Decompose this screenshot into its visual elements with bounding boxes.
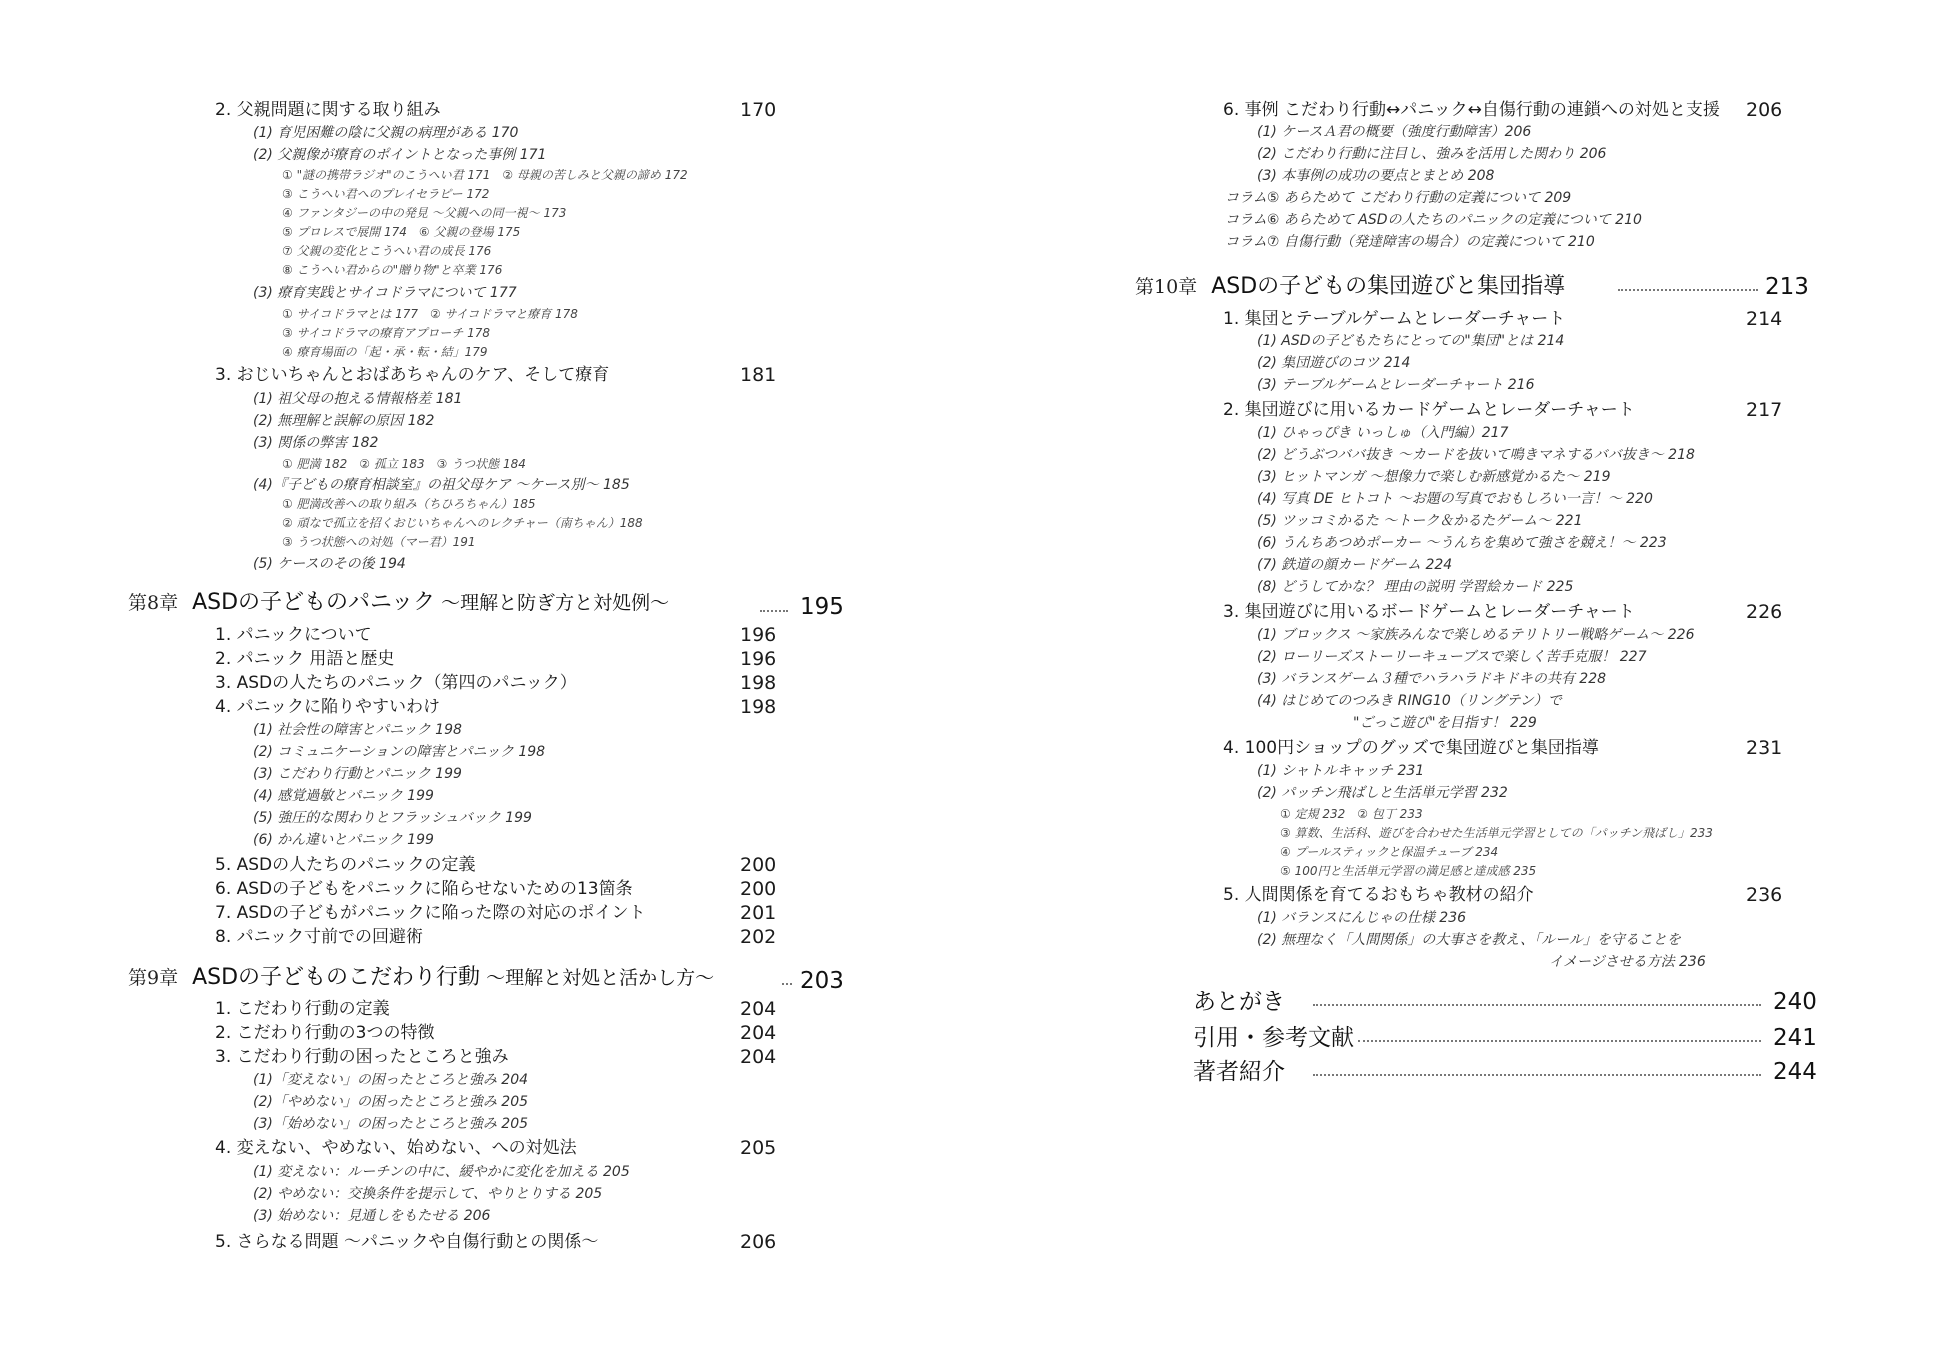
back-matter-title[interactable]: 著者紹介	[1193, 1059, 1285, 1085]
toc-page-number: 206	[740, 1231, 777, 1253]
toc-section[interactable]: 5. ASDの人たちのパニックの定義	[215, 855, 476, 875]
toc-section[interactable]: 6. ASDの子どもをパニックに陥らせないための13箇条	[215, 879, 633, 899]
leader-dots	[760, 610, 788, 612]
toc-page-number: 200	[740, 854, 777, 876]
toc-page-number: 202	[740, 926, 777, 948]
toc-page-number: 181	[740, 364, 777, 386]
chapter-title: ASDの子どもの集団遊びと集団指導	[1211, 274, 1566, 299]
toc-subsection[interactable]: (1)「変えない」の困ったところと強み 204	[253, 1072, 529, 1088]
toc-subsection[interactable]: (1) ブロックス ～家族みんなで楽しめるテリトリー戦略ゲーム～ 226	[1257, 627, 1695, 643]
toc-subsection[interactable]: (4)『子どもの療育相談室』の祖父母ケア ～ケース別～ 185	[253, 477, 630, 493]
toc-page-number: 200	[740, 878, 777, 900]
toc-subsection[interactable]: (3) バランスゲーム３種でハラハラドキドキの共有 228	[1257, 671, 1607, 687]
toc-column[interactable]: コラム⑤ あらためて こだわり行動の定義について 209	[1225, 190, 1572, 206]
toc-subsection[interactable]: (1) 社会性の障害とパニック 198	[253, 722, 462, 738]
toc-item[interactable]: ① "謎の携帯ラジオ"のこうへい君 171 ② 母親の苦しみと父親の諦め 172	[282, 168, 688, 182]
toc-page-number: 196	[740, 648, 777, 670]
toc-page-number: 204	[740, 998, 777, 1020]
toc-page-number: 231	[1746, 737, 1783, 759]
toc-page-number: 214	[1746, 308, 1783, 330]
toc-subsection-cont[interactable]: "ごっこ遊び"を目指す！ 229	[1353, 715, 1537, 731]
toc-section[interactable]: 6. 事例 こだわり行動↔パニック↔自傷行動の連鎖への対処と支援	[1223, 100, 1720, 120]
toc-subsection[interactable]: (2) やめない：交換条件を提示して、やりとりする 205	[253, 1186, 603, 1202]
toc-item[interactable]: ① サイコドラマとは 177 ② サイコドラマと療育 178	[282, 307, 578, 321]
toc-page-number: 206	[1746, 99, 1783, 121]
toc-section[interactable]: 1. こだわり行動の定義	[215, 999, 390, 1019]
toc-subsection[interactable]: (2) 無理解と誤解の原因 182	[253, 413, 435, 429]
chapter-page-number: 213	[1765, 274, 1809, 300]
toc-page-number: 198	[740, 696, 777, 718]
toc-item[interactable]: ④ プールスティックと保温チューブ 234	[1280, 845, 1499, 859]
toc-subsection[interactable]: (1) 育児困難の陰に父親の病理がある 170	[253, 125, 519, 141]
toc-page-number: 226	[1746, 601, 1783, 623]
toc-section[interactable]: 7. ASDの子どもがパニックに陥った際の対応のポイント	[215, 903, 646, 923]
toc-subsection[interactable]: (3) 始めない：見通しをもたせる 206	[253, 1208, 491, 1224]
toc-subsection[interactable]: (3) テーブルゲームとレーダーチャート 216	[1257, 377, 1535, 393]
toc-page-number: 236	[1746, 884, 1783, 906]
toc-subsection[interactable]: (4) 感覚過敏とパニック 199	[253, 788, 434, 804]
toc-subsection[interactable]: (1) ASDの子どもたちにとっての"集団"とは 214	[1257, 333, 1565, 349]
toc-subsection[interactable]: (2) ローリーズストーリーキューブスで楽しく苦手克服！ 227	[1257, 649, 1647, 665]
toc-subsection[interactable]: (2) 無理なく「人間関係」の大事さを教え、「ルール」を守ることを	[1257, 932, 1681, 948]
toc-section[interactable]: 2. 父親問題に関する取り組み	[215, 100, 441, 120]
chapter-number: 第8章	[128, 592, 179, 614]
toc-subsection[interactable]: (6) かん違いとパニック 199	[253, 832, 434, 848]
toc-section[interactable]: 8. パニック寸前での回避術	[215, 927, 423, 947]
toc-section[interactable]: 3. おじいちゃんとおばあちゃんのケア、そして療育	[215, 365, 610, 385]
toc-subsection[interactable]: (1) 変えない：ルーチンの中に、緩やかに変化を加える 205	[253, 1164, 630, 1180]
toc-subsection[interactable]: (2)「やめない」の困ったところと強み 205	[253, 1094, 529, 1110]
toc-item[interactable]: ③ 算数、生活科、遊びを合わせた生活単元学習としての「パッチン飛ばし」233	[1280, 826, 1713, 840]
toc-subsection[interactable]: (3) 本事例の成功の要点とまとめ 208	[1257, 168, 1495, 184]
toc-subsection[interactable]: (2) コミュニケーションの障害とパニック 198	[253, 744, 546, 760]
toc-subsection[interactable]: (1) ひゃっぴき いっしゅ（入門編）217	[1257, 425, 1509, 441]
leader-dots	[1618, 289, 1758, 291]
toc-column[interactable]: コラム⑥ あらためて ASDの人たちのパニックの定義について 210	[1225, 212, 1642, 228]
toc-page-number: 217	[1746, 399, 1783, 421]
toc-subsection[interactable]: (2) こだわり行動に注目し、強みを活用した関わり 206	[1257, 146, 1607, 162]
toc-section[interactable]: 3. こだわり行動の困ったところと強み	[215, 1047, 509, 1067]
toc-subsection[interactable]: (7) 鉄道の顔カードゲーム 224	[1257, 557, 1453, 573]
back-matter-title[interactable]: あとがき	[1193, 989, 1285, 1015]
toc-item[interactable]: ③ サイコドラマの療育アプローチ 178	[282, 326, 490, 340]
toc-item[interactable]: ⑧ こうへい君からの"贈り物"と卒業 176	[282, 263, 503, 277]
toc-subsection[interactable]: (4) はじめてのつみき RING10（リングテン）で	[1257, 693, 1562, 709]
toc-section[interactable]: 1. パニックについて	[215, 625, 372, 645]
toc-subsection[interactable]: (1) ケースＡ君の概要（強度行動障害）206	[1257, 124, 1532, 140]
toc-item[interactable]: ⑦ 父親の変化とこうへい君の成長 176	[282, 244, 492, 258]
toc-column[interactable]: コラム⑦ 自傷行動（発達障害の場合）の定義について 210	[1225, 234, 1595, 250]
toc-subsection[interactable]: (5) ケースのその後 194	[253, 556, 406, 572]
toc-item[interactable]: ⑤ プロレスで展開 174 ⑥ 父親の登場 175	[282, 225, 521, 239]
right-page	[975, 0, 1950, 1348]
chapter-page-number: 195	[800, 594, 844, 620]
toc-section[interactable]: 2. こだわり行動の3つの特徴	[215, 1023, 435, 1043]
toc-subsection[interactable]: (2) パッチン飛ばしと生活単元学習 232	[1257, 785, 1508, 801]
toc-page-number: 204	[740, 1022, 777, 1044]
toc-subsection[interactable]: (3) こだわり行動とパニック 199	[253, 766, 462, 782]
toc-page-number: 204	[740, 1046, 777, 1068]
toc-subsection[interactable]: (1) 祖父母の抱える情報格差 181	[253, 391, 463, 407]
toc-subsection[interactable]: (2) どうぶつババ抜き ～カードを抜いて鳴きマネするババ抜き～ 218	[1257, 447, 1695, 463]
toc-subsection[interactable]: (2) 集団遊びのコツ 214	[1257, 355, 1411, 371]
chapter-subtitle: ～理解と対処と活かし方～	[486, 967, 715, 989]
toc-section[interactable]: 4. 変えない、やめない、始めない、への対処法	[215, 1138, 577, 1158]
toc-item[interactable]: ④ ファンタジーの中の発見 ～父親への同一視～ 173	[282, 206, 567, 220]
toc-section[interactable]: 5. 人間関係を育てるおもちゃ教材の紹介	[1223, 885, 1534, 905]
toc-page-number: 170	[740, 99, 777, 121]
leader-dots	[782, 983, 792, 985]
chapter-title: ASDの子どものパニック	[192, 590, 436, 615]
toc-subsection[interactable]: (4) 写真 DE ヒトコト ～お題の写真でおもしろい一言！～ 220	[1257, 491, 1653, 507]
toc-section[interactable]: 2. 集団遊びに用いるカードゲームとレーダーチャート	[1223, 400, 1635, 420]
toc-subsection[interactable]: (3) ヒットマンガ ～想像力で楽しむ新感覚かるた～ 219	[1257, 469, 1611, 485]
chapter-number: 第9章	[128, 967, 179, 989]
toc-subsection[interactable]: (6) うんちあつめポーカー ～うんちを集めて強さを競え！～ 223	[1257, 535, 1667, 551]
chapter-title: ASDの子どものこだわり行動	[192, 965, 481, 990]
toc-page-number: 196	[740, 624, 777, 646]
toc-section[interactable]: 5. さらなる問題 ～パニックや自傷行動との関係～	[215, 1232, 599, 1252]
back-matter-title[interactable]: 引用・参考文献	[1193, 1025, 1354, 1051]
toc-item[interactable]: ③ うつ状態への対処（マー君）191	[282, 535, 476, 549]
toc-item[interactable]: ② 頑なで孤立を招くおじいちゃんへのレクチャー（南ちゃん）188	[282, 516, 643, 530]
toc-subsection[interactable]: (3)「始めない」の困ったところと強み 205	[253, 1116, 529, 1132]
toc-section[interactable]: 1. 集団とテーブルゲームとレーダーチャート	[1223, 309, 1566, 329]
toc-section[interactable]: 3. 集団遊びに用いるボードゲームとレーダーチャート	[1223, 602, 1635, 622]
leader-dots	[1358, 1040, 1761, 1042]
toc-item[interactable]: ⑤ 100円と生活単元学習の満足感と達成感 235	[1280, 864, 1537, 878]
chapter-subtitle: ～理解と防ぎ方と対処例～	[441, 592, 670, 614]
toc-section[interactable]: 2. パニック 用語と歴史	[215, 649, 395, 669]
chapter-heading[interactable]	[1135, 276, 1565, 298]
toc-section[interactable]: 3. ASDの人たちのパニック（第四のパニック）	[215, 673, 577, 693]
back-matter-page: 241	[1773, 1025, 1817, 1051]
leader-dots	[1313, 1004, 1761, 1006]
toc-subsection[interactable]: (3) 関係の弊害 182	[253, 435, 379, 451]
toc-page-number: 198	[740, 672, 777, 694]
toc-subsection[interactable]: (2) 父親像が療育のポイントとなった事例 171	[253, 147, 547, 163]
toc-section[interactable]: 4. 100円ショップのグッズで集団遊びと集団指導	[1223, 738, 1599, 758]
chapter-number: 第10章	[1135, 276, 1198, 298]
toc-page-number: 201	[740, 902, 777, 924]
chapter-heading[interactable]	[128, 592, 669, 614]
chapter-heading[interactable]	[128, 967, 714, 989]
toc-subsection[interactable]: (5) 強圧的な関わりとフラッシュバック 199	[253, 810, 532, 826]
toc-page-number: 205	[740, 1137, 777, 1159]
toc-item[interactable]: ① 肥満改善への取り組み（ちひろちゃん）185	[282, 497, 536, 511]
toc-item[interactable]: ③ こうへい君へのプレイセラピー 172	[282, 187, 490, 201]
toc-subsection[interactable]: (5) ツッコミかるた ～トーク＆かるたゲーム～ 221	[1257, 513, 1583, 529]
leader-dots	[1313, 1074, 1761, 1076]
back-matter-page: 244	[1773, 1059, 1817, 1085]
chapter-page-number: 203	[800, 968, 844, 994]
toc-subsection[interactable]: (8) どうしてかな？ 理由の説明 学習絵カード 225	[1257, 579, 1574, 595]
toc-subsection-cont[interactable]: イメージさせる方法 236	[1549, 954, 1706, 970]
toc-subsection[interactable]: (1) バランスにんじゃの仕様 236	[1257, 910, 1467, 926]
toc-subsection[interactable]: (1) シャトルキャッチ 231	[1257, 763, 1425, 779]
toc-item[interactable]: ① 定規 232 ② 包丁 233	[1280, 807, 1423, 821]
back-matter-page: 240	[1773, 989, 1817, 1015]
toc-section[interactable]: 4. パニックに陥りやすいわけ	[215, 697, 440, 717]
toc-subsection[interactable]: (3) 療育実践とサイコドラマについて 177	[253, 285, 517, 301]
toc-item[interactable]: ④ 療育場面の「起・承・転・結」179	[282, 345, 488, 359]
toc-item[interactable]: ① 肥満 182 ② 孤立 183 ③ うつ状態 184	[282, 457, 526, 471]
